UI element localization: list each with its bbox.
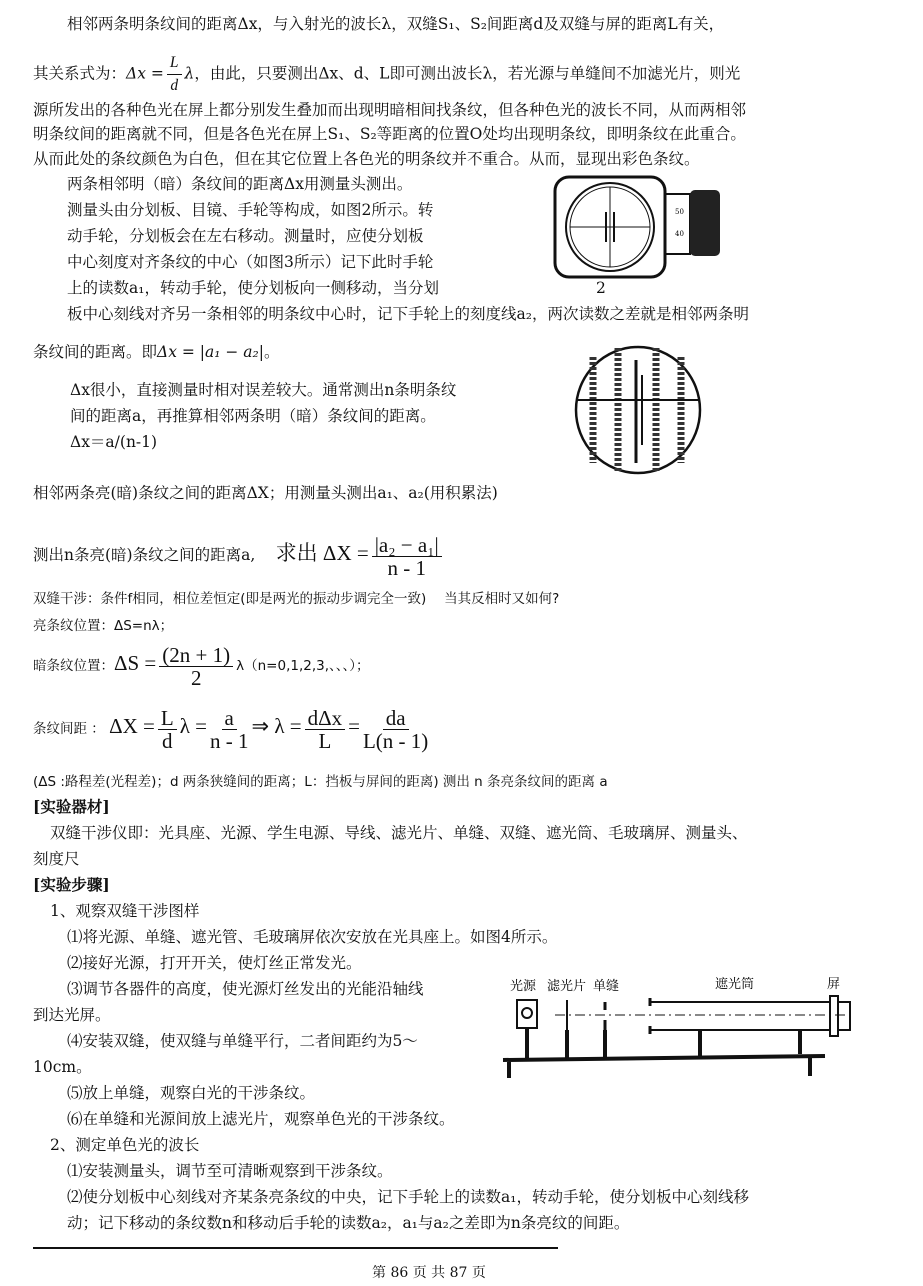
formula: ΔX = xyxy=(109,714,155,738)
text-line: 明条纹间的距离就不同，但是各色光在屏上S₁、S₂等距离的位置O处均出现明条纹，即明条纹在此重合。 xyxy=(33,125,746,143)
text-line: 相邻两条明条纹间的距离Δx，与入射光的波长λ，双缝S₁、S₂间距离d及双缝与屏的距离L有关， xyxy=(67,15,725,33)
fraction xyxy=(305,707,346,752)
text-line: 双缝干涉：条件f相同，相位差恒定(即是两光的振动步调完全一致) 当其反相时又如何? xyxy=(33,591,560,607)
text-line: 1、观察双缝干涉图样 xyxy=(50,902,200,920)
fraction xyxy=(210,707,249,752)
denominator: L xyxy=(318,728,332,753)
text-line: 相邻两条亮(暗)条纹之间的距离ΔX；用测量头测出a₁、a₂(用积累法) xyxy=(33,484,498,502)
fraction xyxy=(159,644,233,689)
page-number: 第 86 页 共 87 页 xyxy=(372,1265,486,1281)
text-line: 中心刻度对齐条纹的中心（如图3所示）记下此时手轮 xyxy=(67,253,434,271)
formula: ΔS = xyxy=(114,651,157,675)
label: 暗条纹位置： xyxy=(33,658,114,674)
numerator: dΔx xyxy=(305,707,346,730)
label-light-source: 光源 xyxy=(510,979,537,994)
text-line: 2、测定单色光的波长 xyxy=(50,1136,200,1154)
text-line: 源所发出的各种色光在屏上都分别发生叠加而出现明暗相间找条纹，但各种色光的波长不同，从而两相邻 xyxy=(33,101,747,119)
label-screen: 屏 xyxy=(827,977,841,992)
figure-4-apparatus xyxy=(495,970,865,1085)
formula: Δx = |a₁ − a₂| xyxy=(157,343,264,361)
section-heading: [实验步骤] xyxy=(33,875,110,894)
formula: 求出 ΔX = xyxy=(275,541,369,565)
step-item: ⑵接好光源，打开开关，使灯丝正常发光。 xyxy=(67,954,362,972)
text-line: 动手轮，分划板会在左右移动。测量时，应使分划板 xyxy=(67,227,424,245)
text-line: 间的距离a，再推算相邻两条明（暗）条纹间的距离。 xyxy=(70,407,436,425)
denominator: 2 xyxy=(190,665,202,690)
numerator: da xyxy=(383,707,409,730)
label-filter: 滤光片 xyxy=(547,979,587,994)
numerator: L xyxy=(158,707,177,730)
scale-label: 40 xyxy=(675,230,684,238)
step-item: ⑸放上单缝，观察白光的干涉条纹。 xyxy=(67,1084,316,1102)
section-heading: [实验器材] xyxy=(33,797,110,816)
numerator: |a₂ − a₁| xyxy=(372,534,442,557)
denominator: n - 1 xyxy=(209,728,249,753)
text-line: 双缝干涉仪即：光具座、光源、学生电源、导线、滤光片、单缝、双缝、遮光筒、毛玻璃屏、测量头、 xyxy=(50,824,748,842)
formula: Δx = xyxy=(126,64,164,83)
fraction xyxy=(158,707,177,752)
label-tube: 遮光筒 xyxy=(715,977,755,992)
figure-3-fringe-view xyxy=(568,345,708,475)
text-line: 测量头由分划板、目镜、手轮等构成，如图2所示。转 xyxy=(67,201,434,219)
text-line: 上的读数a₁，转动手轮，使分划板向一侧移动，当分划 xyxy=(67,279,439,297)
label: 条纹间距 ： xyxy=(33,721,105,737)
denominator: L(n - 1) xyxy=(362,728,429,753)
step-item: ⑷安装双缝，使双缝与单缝平行，二者间距约为5～ xyxy=(67,1032,418,1050)
text-line: Δx＝a/(n-1) xyxy=(70,433,158,451)
text-line xyxy=(33,528,445,580)
fraction xyxy=(167,52,182,97)
numerator: L xyxy=(167,52,182,75)
text-line: Δx很小，直接测量时相对误差较大。通常测出n条明条纹 xyxy=(70,381,457,399)
step-item: ⑹在单缝和光源间放上滤光片，观察单色光的干涉条纹。 xyxy=(67,1110,455,1128)
text: ，由此，只要测出Δx、d、L即可测出波长λ，若光源与单缝间不加滤光片，则光 xyxy=(194,64,741,83)
step-item: 动；记下移动的条纹数n和移动后手轮的读数a₂，a₁与a₂之差即为n条亮纹的间距。 xyxy=(67,1214,630,1232)
text-line: (ΔS :路程差(光程差)；d 两条狭缝间的距离；L：挡板与屏间的距离) 测出 n 条亮条纹间的距离 a xyxy=(33,774,608,790)
step-item: ⑶调节各器件的高度，使光源灯丝发出的光能沿轴线 xyxy=(67,980,424,998)
text-line xyxy=(33,52,740,97)
denominator: d xyxy=(162,728,173,753)
text-line xyxy=(33,342,280,362)
step-item: ⑵使分划板中心刻线对齐某条亮条纹的中央，记下手轮上的读数a₁，转动手轮，使分划板中心刻线移 xyxy=(67,1188,749,1206)
text: 。 xyxy=(264,343,280,361)
denominator: d xyxy=(170,77,179,94)
text: 条纹间的距离。即 xyxy=(33,343,158,361)
step-item: ⑴安装测量头，调节至可清晰观察到干涉条纹。 xyxy=(67,1162,393,1180)
text: 测出n条亮(暗)条纹之间的距离a, xyxy=(33,546,256,564)
label-single-slit: 单缝 xyxy=(593,979,620,994)
text-line xyxy=(33,640,370,689)
step-item: 到达光屏。 xyxy=(33,1006,111,1024)
formula: λ = xyxy=(179,714,207,738)
text-line: 从而此处的条纹颜色为白色，但在其它位置上各色光的明条纹并不重合。从而，显现出彩色条纹。 xyxy=(33,150,700,168)
fraction xyxy=(372,534,442,579)
numerator: a xyxy=(222,707,237,730)
step-item: 10cm。 xyxy=(33,1058,92,1076)
formula: ⇒ λ = xyxy=(251,714,302,738)
footer-divider xyxy=(33,1247,558,1249)
text-line: 板中心刻线对齐另一条相邻的明条纹中心时，记下手轮上的刻度线a₂，两次读数之差就是相邻两条明 xyxy=(67,305,749,323)
text-line: 亮条纹位置：ΔS=nλ； xyxy=(33,618,174,634)
fraction xyxy=(363,707,428,752)
text: 其关系式为： xyxy=(33,64,127,83)
formula: λ xyxy=(184,64,195,83)
denominator: n - 1 xyxy=(387,555,426,580)
text-line: 两条相邻明（暗）条纹间的距离Δx用测量头测出。 xyxy=(67,175,413,193)
figure-2-measuring-head xyxy=(550,172,730,297)
step-item: ⑴将光源、单缝、遮光管、毛玻璃屏依次安放在光具座上。如图4所示。 xyxy=(67,928,558,946)
text-line xyxy=(33,702,431,753)
figure-caption: 2 xyxy=(596,279,606,297)
numerator: (2n + 1) xyxy=(159,644,233,667)
text: λ（n=0,1,2,3,、、、）； xyxy=(236,658,370,674)
text-line: 刻度尺 xyxy=(33,850,80,868)
formula: = xyxy=(348,714,360,738)
scale-label: 50 xyxy=(675,208,684,216)
